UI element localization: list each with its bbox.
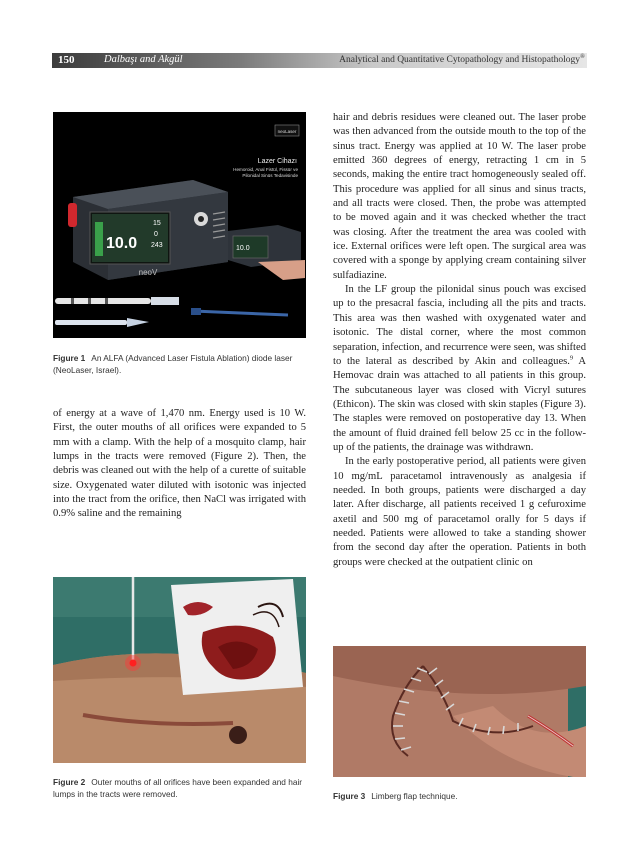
surgical-site-photo (53, 577, 306, 763)
screen-power-value: 10.0 (106, 235, 138, 252)
figure-2-label: Figure 2 (53, 777, 86, 787)
screen-stat-2: 0 (154, 231, 158, 238)
laser-device-illustration (53, 112, 306, 338)
figure-2-caption-text: Outer mouths of all orifices have been expanded and hair lumps in the tracts were removed. (53, 777, 303, 799)
figure-1-label: Figure 1 (53, 353, 86, 363)
figure-1-caption (53, 352, 311, 376)
right-paragraph-3: In the early postoperative period, all patients were given 10 mg/mL paracetamol intravenously as analgesia if needed. In both groups, patients were discharged a day later. After discharge, all patients received 1 g cefuroxime axetil and 500 mg of paracetamol orally for 5 days if needed. Patients were allowed to take a standing shower from the second day after the operation. Patients in both groups were checked at the outpatient clinic on (333, 456, 586, 568)
running-header-journal (339, 52, 585, 65)
figure-1-image (53, 112, 306, 338)
screen-stat-3: 243 (151, 242, 163, 249)
limberg-flap-photo (333, 646, 586, 777)
left-paragraph-1: of energy at a wave of 1,470 nm. Energy used is 10 W. First, the outer mouths of all orifices were expanded to 5 mm with a clamp. With the help of a mosquito clamp, hair lumps in the tracts were removed (Figure 2). Then, the debris was cleaned out with the help of a curette of suitable size. Oxygenated water diluted with isotonic was injected into the tract from the orifice, then NaCl was irrigated with 0.9% saline and the remaining (53, 408, 306, 520)
page-number: 150 (58, 54, 75, 66)
running-header-authors: Dalbaşı and Akgül (104, 54, 183, 65)
right-paragraph-2 (333, 283, 586, 455)
small-screen-value: 10.0 (236, 245, 250, 252)
citation-reference: 9 (569, 354, 574, 362)
screen-stat-1: 15 (153, 220, 161, 227)
figure-3-caption-text: Limberg flap technique. (371, 791, 458, 801)
left-column (53, 407, 306, 522)
registered-mark: ® (580, 52, 585, 60)
right-paragraph-1: hair and debris residues were cleaned out. The laser probe was then advanced from the outside mouth to the top of the sinus tract. Energy was applied at 10 W. The laser probe emitted 360 degrees of energy, retracting 1 cm in 5 seconds, making the entire tract homogeneously sealed off. This procedure was applied for all sinus and sinus tracts, and all tracts were closed. Then, the probe was attempted to be moved again and it was checked whether the tract was closing. After the treatment the area was cooled with ice. External orifices were left open. The surgical area was covered with a sponge by applying cream containing silver sulfadiazine. (333, 112, 586, 281)
figure-3-caption (333, 790, 586, 802)
right-paragraph-2-start: In the LF group the pilonidal sinus pouch was excised up to the presacral fascia, including all the pits and tracts. This area was then washed with oxygenated water and isotonic. The distal corner, where the most common separation, infection, and recurrence were seen, was shifted to the lateral as described by Akin and colleagues. (333, 284, 586, 367)
journal-name: Analytical and Quantitative Cytopathology and Histopathology (339, 55, 581, 65)
product-desc-text: Hemoroid, Anal Fistül, Fissür ve Pilonidal Sinüs Tedavisinde (233, 167, 298, 178)
brand-badge-text: neoLaser (277, 129, 297, 134)
device-name-text: neoV (138, 268, 158, 277)
figure-1-caption-text: An ALFA (Advanced Laser Fistula Ablation) diode laser (NeoLaser, Israel). (53, 353, 293, 375)
figure-2-caption (53, 776, 311, 800)
right-column (333, 111, 586, 570)
device-red-button (68, 203, 77, 227)
product-title-text: Lazer Cihazı (257, 158, 297, 165)
figure-3-label: Figure 3 (333, 791, 366, 801)
right-paragraph-2-end: A Hemovac drain was attached to all patients in this group. The subcutaneous layer was closed with Vicryl sutures (Ethicon). The skin was closed with skin staples (Figure 3). The staples were removed on postoperative day 13. When the amount of fluid drained fell below 25 cc in the follow-up of the patients, the drainage was withdrawn. (333, 355, 586, 453)
figure-3-image (333, 646, 586, 777)
figure-2-image (53, 577, 306, 763)
